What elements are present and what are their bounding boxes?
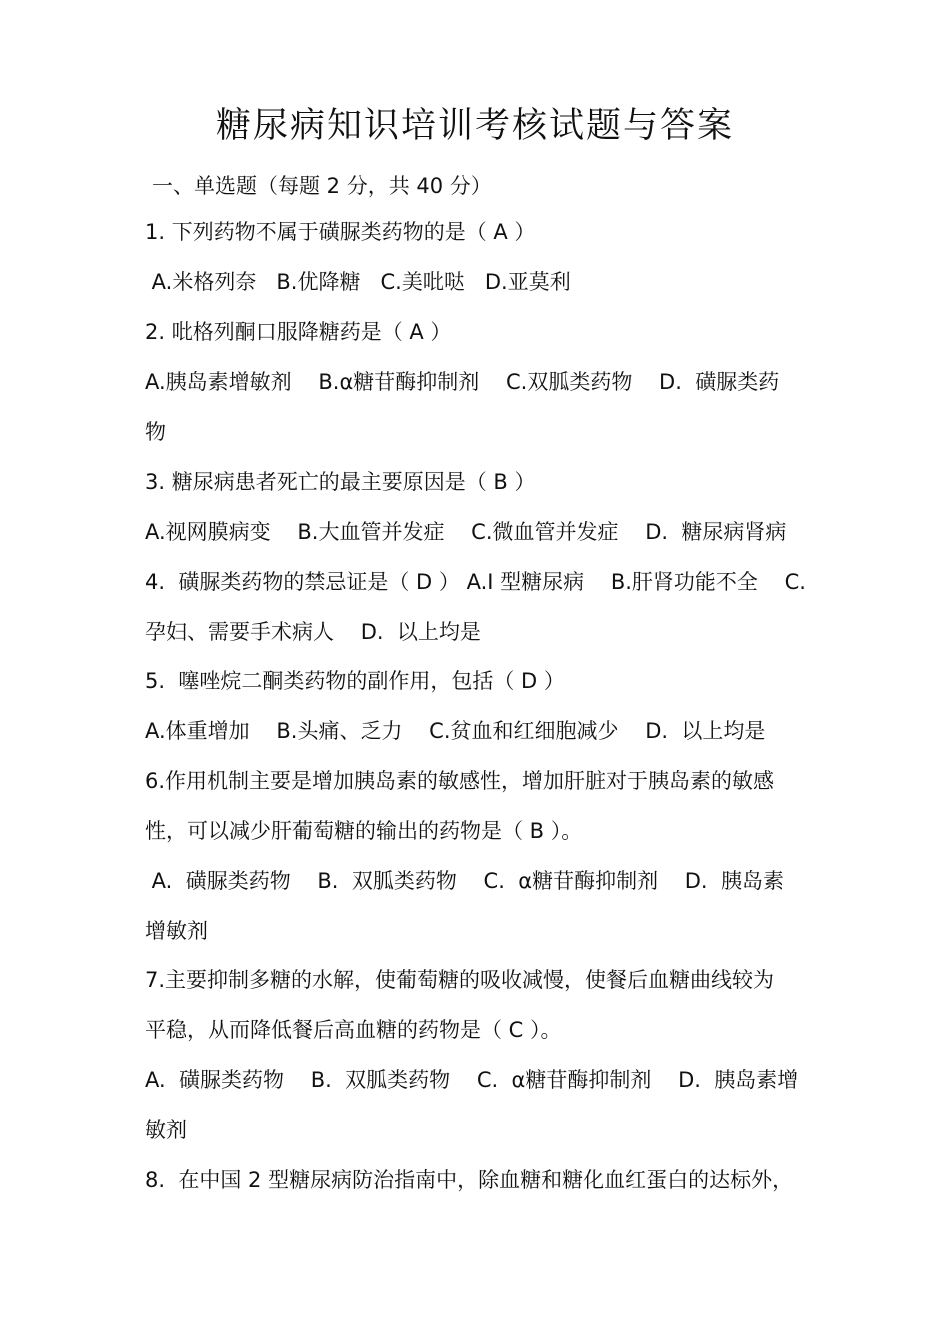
question-5: 5. 噻唑烷二酮类药物的副作用，包括（ D ） <box>145 669 565 693</box>
question-7-options-cont: 敏剂 <box>145 1118 187 1142</box>
question-6-cont: 性，可以减少肝葡萄糖的输出的药物是（ B ）。 <box>145 819 583 843</box>
question-5-options: A.体重增加 B.头痛、乏力 C.贫血和红细胞减少 D. 以上均是 <box>145 719 766 743</box>
question-6: 6.作用机制主要是增加胰岛素的敏感性，增加肝脏对于胰岛素的敏感 <box>145 769 775 793</box>
question-3: 3. 糖尿病患者死亡的最主要原因是（ B ） <box>145 470 536 494</box>
section-heading: 一、单选题（每题 2 分，共 40 分） <box>152 174 492 198</box>
question-8: 8. 在中国 2 型糖尿病防治指南中，除血糖和糖化血红蛋白的达标外， <box>145 1168 794 1192</box>
question-2-options-cont: 物 <box>145 420 166 444</box>
question-4: 4. 磺脲类药物的禁忌证是（ D ） A.I 型糖尿病 B.肝肾功能不全 C. <box>145 570 806 594</box>
question-3-options: A.视网膜病变 B.大血管并发症 C.微血管并发症 D. 糖尿病肾病 <box>145 520 787 544</box>
question-1: 1. 下列药物不属于磺脲类药物的是（ A ） <box>145 220 536 244</box>
question-4-cont: 孕妇、需要手术病人 D. 以上均是 <box>145 620 481 644</box>
question-2: 2. 吡格列酮口服降糖药是（ A ） <box>145 320 452 344</box>
question-2-options: A.胰岛素增敏剂 B.α糖苷酶抑制剂 C.双胍类药物 D. 磺脲类药 <box>145 370 780 394</box>
question-1-options: A.米格列奈 B.优降糖 C.美吡哒 D.亚莫利 <box>145 270 571 294</box>
question-7-options: A. 磺脲类药物 B. 双胍类药物 C. α糖苷酶抑制剂 D. 胰岛素增 <box>145 1068 799 1092</box>
question-7-cont: 平稳，从而降低餐后高血糖的药物是（ C ）。 <box>145 1018 562 1042</box>
question-6-options: A. 磺脲类药物 B. 双胍类药物 C. α糖苷酶抑制剂 D. 胰岛素 <box>145 869 784 893</box>
question-6-options-cont: 增敏剂 <box>145 919 208 943</box>
document-title: 糖尿病知识培训考核试题与答案 <box>215 106 734 146</box>
question-7: 7.主要抑制多糖的水解，使葡萄糖的吸收减慢，使餐后血糖曲线较为 <box>145 968 775 992</box>
